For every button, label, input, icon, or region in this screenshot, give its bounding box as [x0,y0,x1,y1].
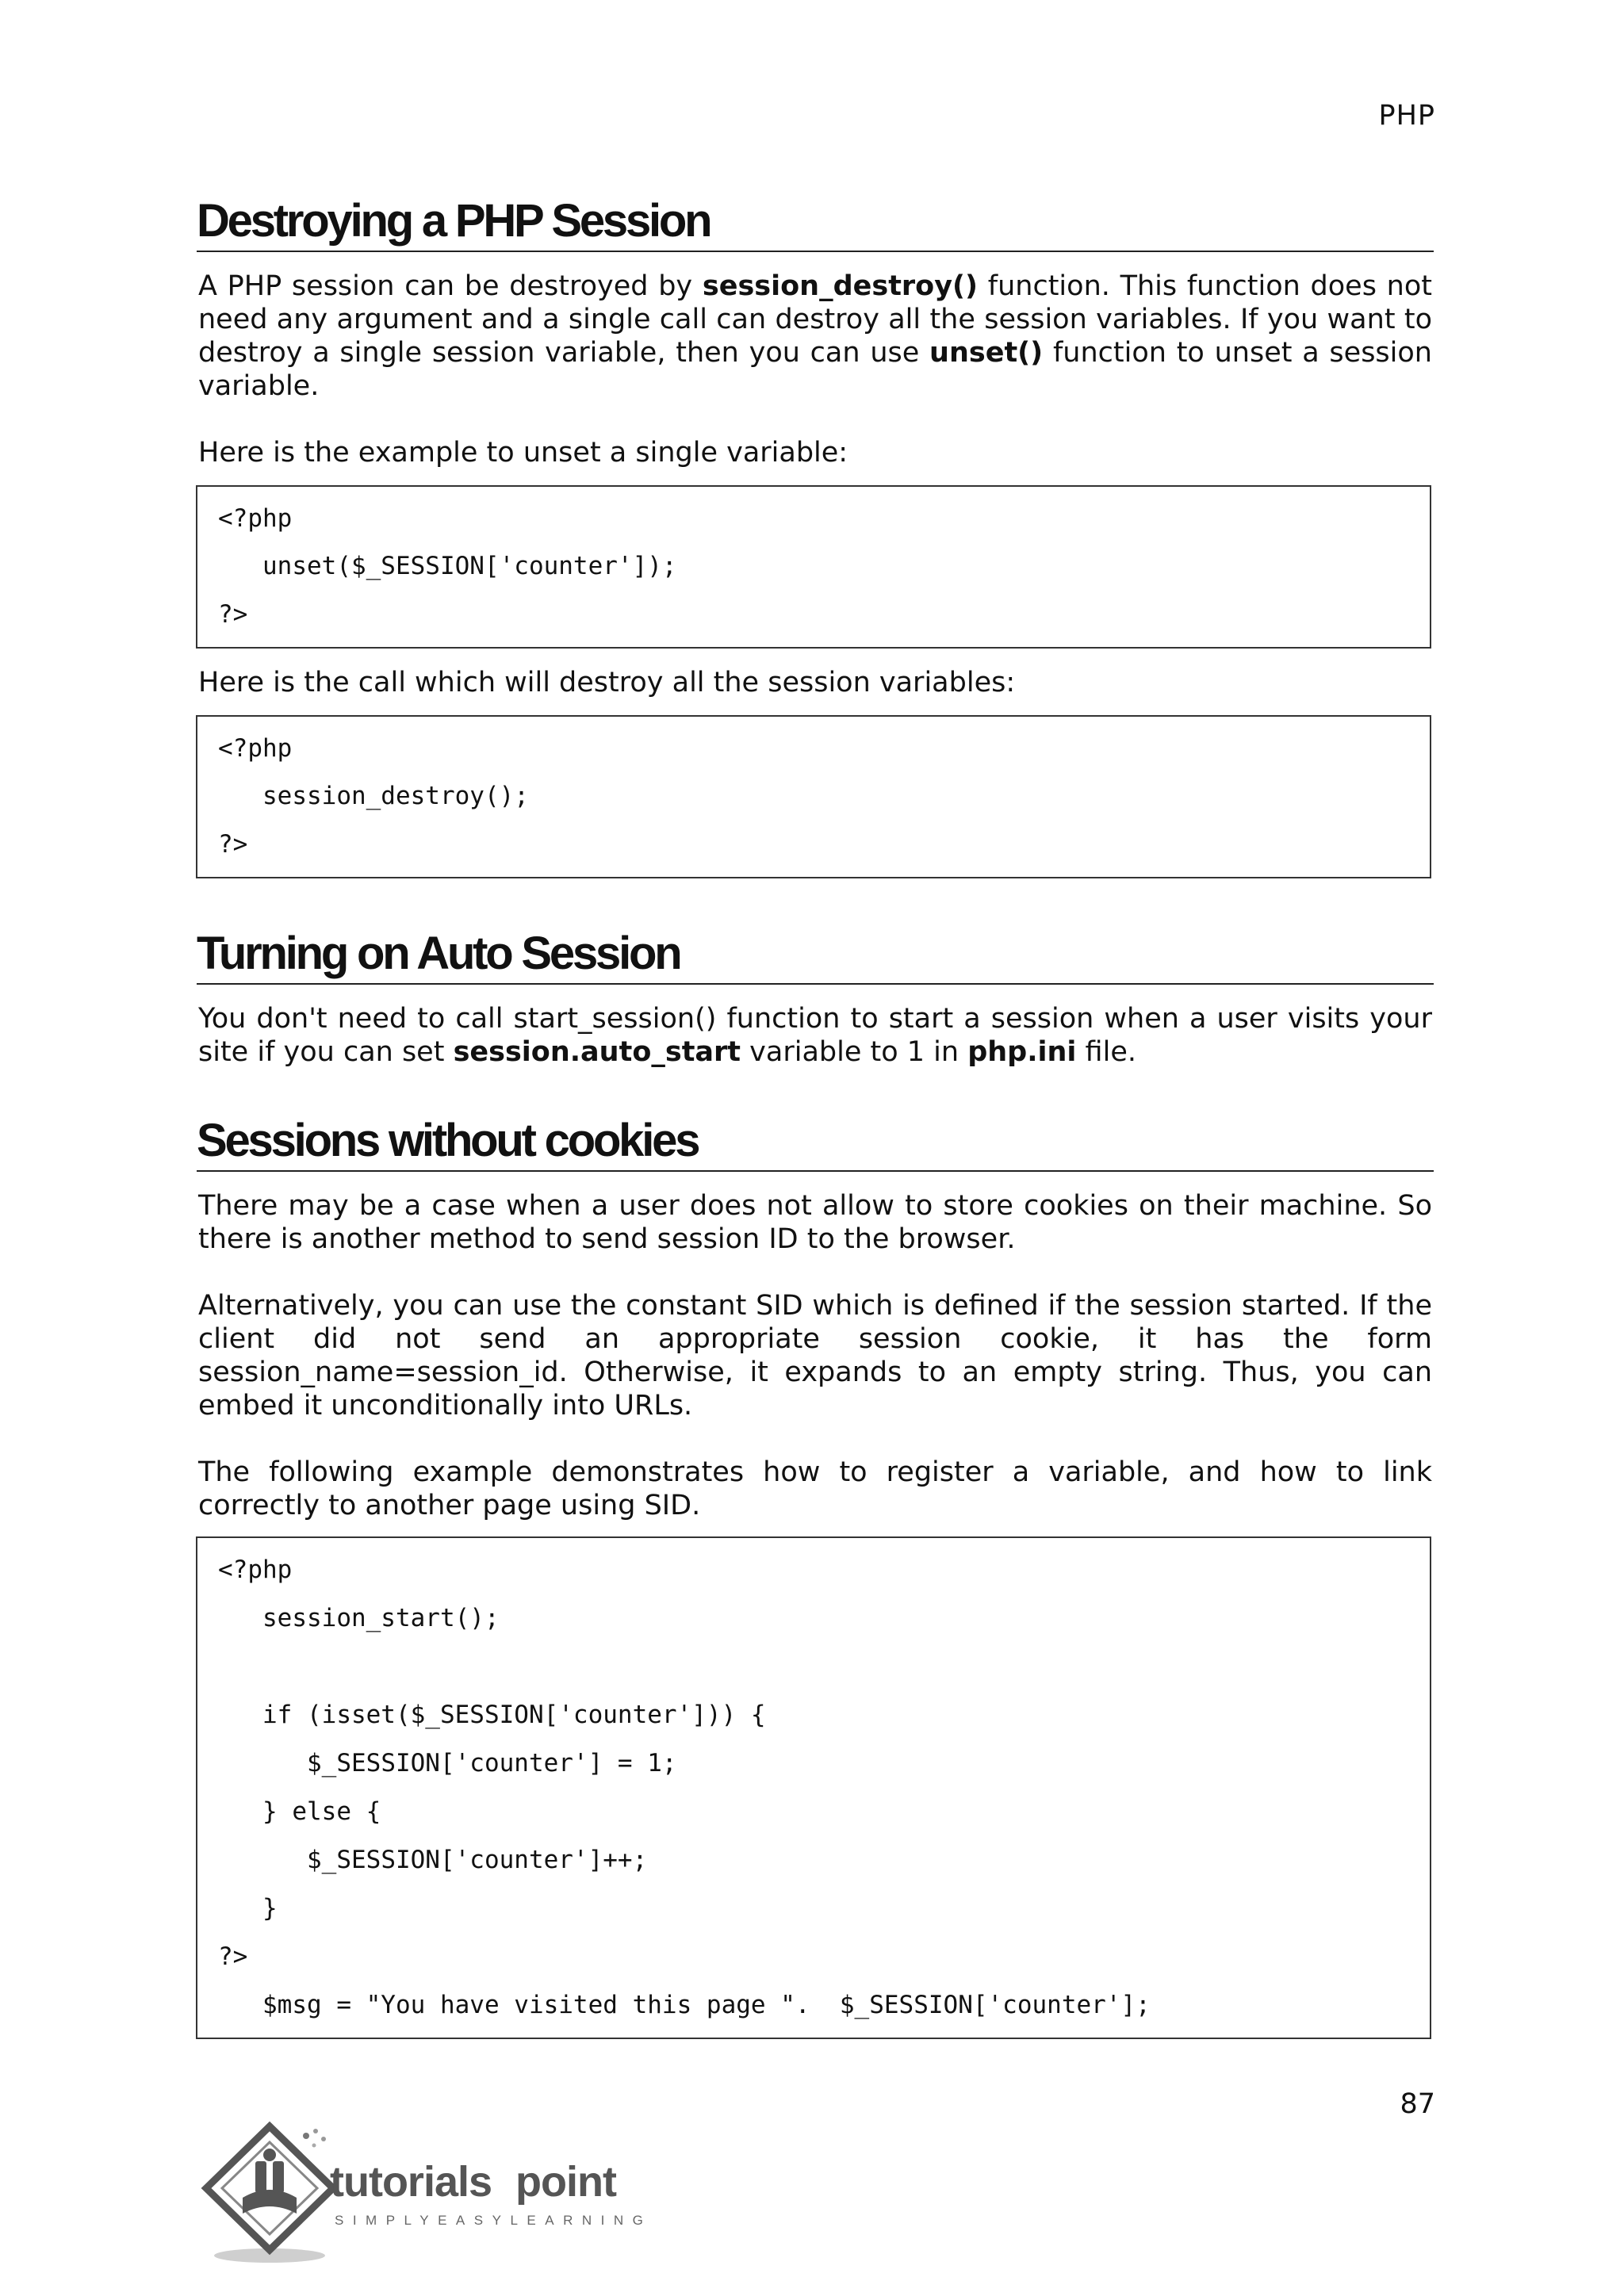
code-line: if (isset($_SESSION['counter'])) { [262,1701,766,1729]
text-run: function to unset a session variable. [198,337,1432,402]
bold-term-auto-start: session.auto_start [453,1036,741,1068]
section-heading-auto-session: Turning on Auto Session [197,928,1434,985]
code-line: ?> [218,600,248,629]
page-number: 87 [1400,2088,1435,2120]
paragraph-destroy-all-intro: Here is the call which will destroy all the session variables: [198,667,1016,698]
paragraph-no-cookies-intro: There may be a case when a user does not allow to store cookies on their machine. So there is another method to send session ID to the browser. [198,1190,1432,1255]
code-line: <?php [218,1556,293,1584]
bold-term-php-ini: php.ini [967,1036,1077,1068]
code-line: $_SESSION['counter'] = 1; [307,1749,677,1777]
text-run: You don't need to call start_session() function to start a session when a user visits your site if you can set [198,1003,1432,1068]
code-line: session_start(); [262,1604,500,1632]
code-block-unset [196,485,1431,649]
code-line: ?> [218,1942,248,1971]
code-line: <?php [218,504,293,533]
code-line: ?> [218,830,248,859]
paragraph-sid-explanation: Alternatively, you can use the constant SID which is defined if the session started. If the client did not send an appropriate session cookie, it has the form session_name=session_id. Otherwise, it expands to an empty string. Thus, you can embed it unconditionally into URLs. [198,1290,1432,1422]
section-heading-destroying-session: Destroying a PHP Session [197,195,1434,252]
text-run: file. [1076,1036,1136,1068]
code-line: } [262,1894,278,1923]
logo-wordmark-tutorials: tutorials [330,2158,492,2206]
paragraph-unset-example-intro: Here is the example to unset a single variable: [198,437,848,469]
code-line: $_SESSION['counter']++; [307,1846,648,1874]
bold-term-session-destroy: session_destroy() [702,270,979,302]
code-line: session_destroy(); [262,782,529,810]
section-heading-sessions-without-cookies: Sessions without cookies [197,1115,1434,1172]
code-block-session-destroy [196,715,1431,878]
code-line: <?php [218,734,293,763]
paragraph-session-destroy-intro [198,270,1432,403]
logo-wordmark-point: point [515,2158,616,2206]
code-block-sid-example [196,1536,1431,2039]
logo-tagline: SIMPLYEASYLEARNING [335,2213,653,2228]
running-header: PHP [1378,100,1435,132]
code-line: } else { [262,1797,381,1826]
text-run: A PHP session can be destroyed by [198,270,703,302]
tutorialspoint-logo [190,2109,666,2267]
code-line: $msg = "You have visited this page ". $_SESSION['counter']; [262,1991,1151,2019]
paragraph-auto-session [198,1002,1432,1069]
bold-term-unset: unset() [929,337,1044,369]
logo-emblem-icon [206,2126,333,2263]
text-run: function. This function does not need any argument and a single call can destroy all the session variables. If you want to destroy a single session variable, then you can use [198,270,1432,369]
code-line: unset($_SESSION['counter']); [262,552,677,580]
paragraph-sid-example-intro: The following example demonstrates how to register a variable, and how to link correctly to another page using SID. [198,1456,1432,1521]
text-run: variable to 1 in [741,1036,968,1068]
